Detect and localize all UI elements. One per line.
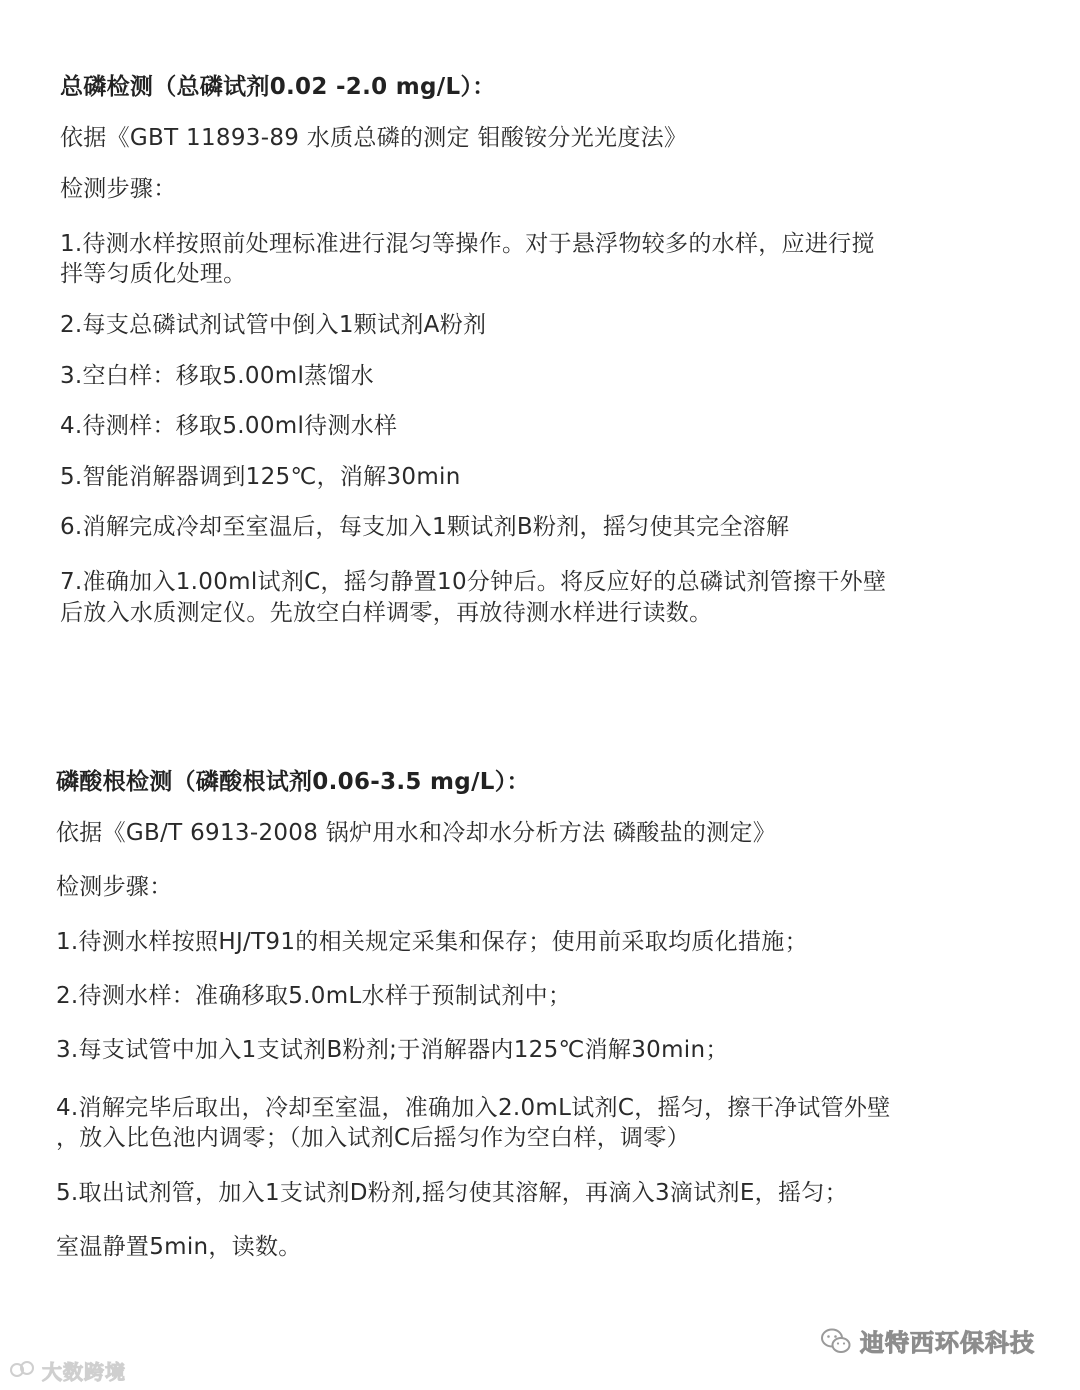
source-watermark	[8, 1356, 126, 1384]
section1-step-1: 1.待测水样按照前处理标准进行混匀等操作。对于悬浮物较多的水样，应进行搅	[60, 231, 875, 257]
section1-step-3: 3.空白样：移取5.00ml蒸馏水	[60, 363, 375, 389]
cloud-logo-icon	[8, 1359, 36, 1381]
section1-step-2: 2.每支总磷试剂试管中倒入1颗试剂A粉剂	[60, 312, 487, 338]
section2-step-3: 3.每支试管中加入1支试剂B粉剂;于消解器内125℃消解30min；	[56, 1037, 729, 1063]
section1-heading: 总磷检测（总磷试剂0.02 -2.0 mg/L）：	[60, 74, 496, 100]
wechat-account-name: 迪特西环保科技	[860, 1329, 1035, 1357]
section2-step-1: 1.待测水样按照HJ/T91的相关规定采集和保存；使用前采取均质化措施；	[56, 929, 808, 955]
section2-step-5: 5.取出试剂管，加入1支试剂D粉剂,摇匀使其溶解，再滴入3滴试剂E，摇匀；	[56, 1180, 848, 1206]
section2-step-2: 2.待测水样：准确移取5.0mL水样于预制试剂中；	[56, 983, 572, 1009]
section2-steps-label: 检测步骤：	[56, 874, 173, 900]
section2-heading: 磷酸根检测（磷酸根试剂0.06-3.5 mg/L）：	[56, 769, 530, 795]
section1-step-5: 5.智能消解器调到125℃，消解30min	[60, 464, 461, 490]
section2-step-4-cont: ，放入比色池内调零；（加入试剂C后摇匀作为空白样，调零）	[56, 1125, 690, 1151]
section1-step-6: 6.消解完成冷却至室温后，每支加入1颗试剂B粉剂，摇匀使其完全溶解	[60, 514, 790, 540]
section1-basis: 依据《GBT 11893-89 水质总磷的测定 钼酸铵分光光度法》	[60, 125, 688, 151]
wechat-icon	[820, 1327, 852, 1355]
section1-step-4: 4.待测样：移取5.00ml待测水样	[60, 413, 398, 439]
source-watermark-text: 大数跨境	[42, 1359, 126, 1384]
section1-step-7: 7.准确加入1.00ml试剂C，摇匀静置10分钟后。将反应好的总磷试剂管擦干外壁	[60, 569, 887, 595]
section1-step-1-cont: 拌等匀质化处理。	[60, 261, 247, 287]
section2-step-6: 室温静置5min，读数。	[56, 1234, 302, 1260]
section1-step-7-cont: 后放入水质测定仪。先放空白样调零，再放待测水样进行读数。	[60, 600, 713, 626]
section2-basis: 依据《GB/T 6913-2008 锅炉用水和冷却水分析方法 磷酸盐的测定》	[56, 820, 777, 846]
section1-steps-label: 检测步骤：	[60, 176, 177, 202]
section2-step-4: 4.消解完毕后取出，冷却至室温，准确加入2.0mL试剂C，摇匀，擦干净试管外壁	[56, 1095, 891, 1121]
wechat-watermark	[820, 1323, 1035, 1358]
